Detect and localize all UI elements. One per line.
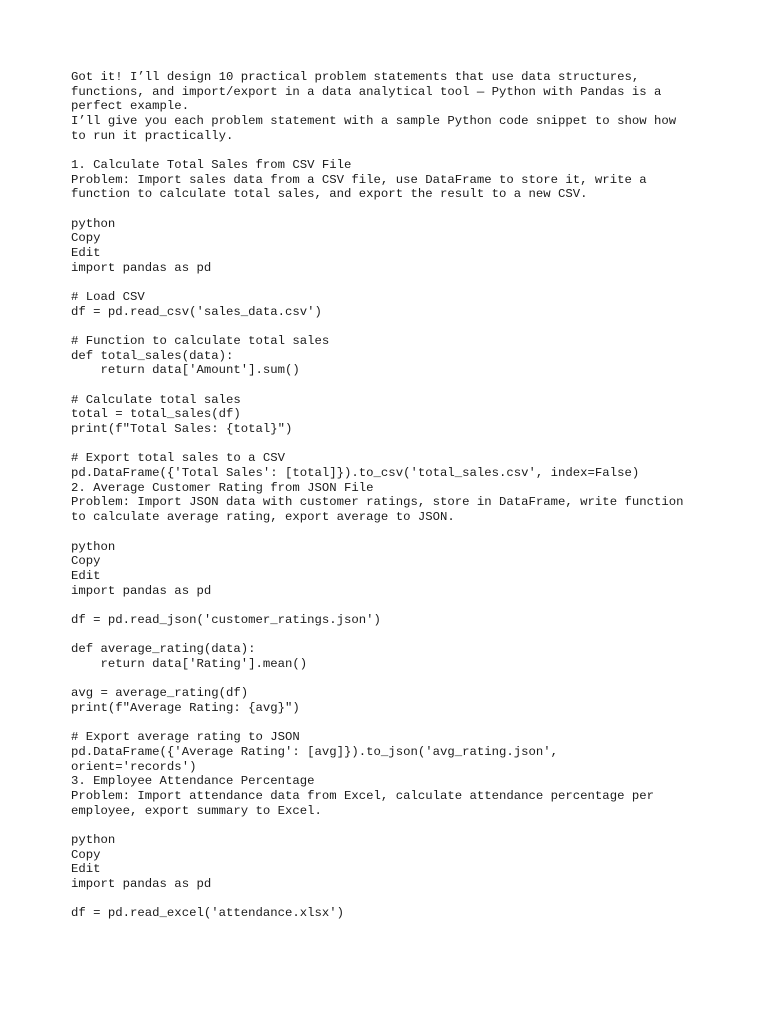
intro-line: perfect example. (71, 99, 190, 114)
blank-line (71, 672, 721, 687)
code-line: df = pd.read_json('customer_ratings.json') (71, 612, 381, 627)
edit-label: Edit (71, 246, 101, 261)
intro-line: Got it! I’ll design 10 practical problem statements that use data structures, (71, 70, 640, 84)
code-line: import pandas as pd (71, 876, 212, 891)
intro-line: to run it practically. (71, 128, 234, 143)
edit-label: Edit (71, 568, 101, 583)
blank-line (71, 437, 721, 452)
blank-line (71, 598, 721, 613)
blank-line (71, 202, 721, 217)
code-line: # Calculate total sales (71, 392, 241, 407)
intro-line: I’ll give you each problem statement with a sample Python code snippet to show how (71, 114, 677, 129)
code-language-label: python (71, 216, 116, 231)
problem-text: to calculate average rating, export average to JSON. (71, 510, 455, 525)
code-line: avg = average_rating(df) (71, 686, 249, 701)
code-line: # Export total sales to a CSV (71, 451, 286, 466)
blank-line (71, 275, 721, 290)
blank-line (71, 716, 721, 731)
code-line: total = total_sales(df) (71, 407, 241, 422)
problem-text: employee, export summary to Excel. (71, 803, 322, 818)
code-line: print(f"Average Rating: {avg}") (71, 700, 300, 715)
code-line: # Function to calculate total sales (71, 334, 330, 349)
section-heading-2: 2. Average Customer Rating from JSON File (71, 480, 374, 495)
document-page (71, 70, 721, 921)
problem-text: Problem: Import attendance data from Excel, calculate attendance percentage per (71, 788, 654, 803)
problem-text: function to calculate total sales, and export the result to a new CSV. (71, 187, 588, 202)
code-line: pd.DataFrame({'Total Sales': [total]}).to_csv('total_sales.csv', index=False) (71, 466, 640, 481)
blank-line (71, 378, 721, 393)
section-heading-3: 3. Employee Attendance Percentage (71, 774, 315, 789)
code-line: df = pd.read_excel('attendance.xlsx') (71, 906, 345, 921)
copy-label: Copy (71, 554, 101, 569)
code-line: # Export average rating to JSON (71, 730, 300, 745)
blank-line (71, 892, 721, 907)
blank-line (71, 525, 721, 540)
code-line: return data['Rating'].mean() (71, 656, 308, 671)
copy-label: Copy (71, 231, 101, 246)
problem-text: Problem: Import sales data from a CSV file, use DataFrame to store it, write a (71, 172, 647, 187)
code-line: print(f"Total Sales: {total}") (71, 422, 293, 437)
code-language-label: python (71, 539, 116, 554)
code-line: def total_sales(data): (71, 348, 234, 363)
code-line: import pandas as pd (71, 583, 212, 598)
code-line: # Load CSV (71, 290, 145, 305)
code-language-label: python (71, 832, 116, 847)
edit-label: Edit (71, 862, 101, 877)
problem-text: Problem: Import JSON data with customer ratings, store in DataFrame, write function (71, 495, 684, 510)
code-line: import pandas as pd (71, 260, 212, 275)
blank-line (71, 319, 721, 334)
copy-label: Copy (71, 847, 101, 862)
section-heading-1: 1. Calculate Total Sales from CSV File (71, 158, 352, 173)
code-line: return data['Amount'].sum() (71, 363, 300, 378)
code-line: orient='records') (71, 759, 197, 774)
code-line: pd.DataFrame({'Average Rating': [avg]}).to_json('avg_rating.json', (71, 744, 559, 759)
intro-line: functions, and import/export in a data analytical tool — Python with Pandas is a (71, 84, 662, 99)
blank-line (71, 628, 721, 643)
blank-line (71, 818, 721, 833)
code-line: def average_rating(data): (71, 642, 256, 657)
blank-line (71, 143, 721, 158)
code-line: df = pd.read_csv('sales_data.csv') (71, 304, 322, 319)
